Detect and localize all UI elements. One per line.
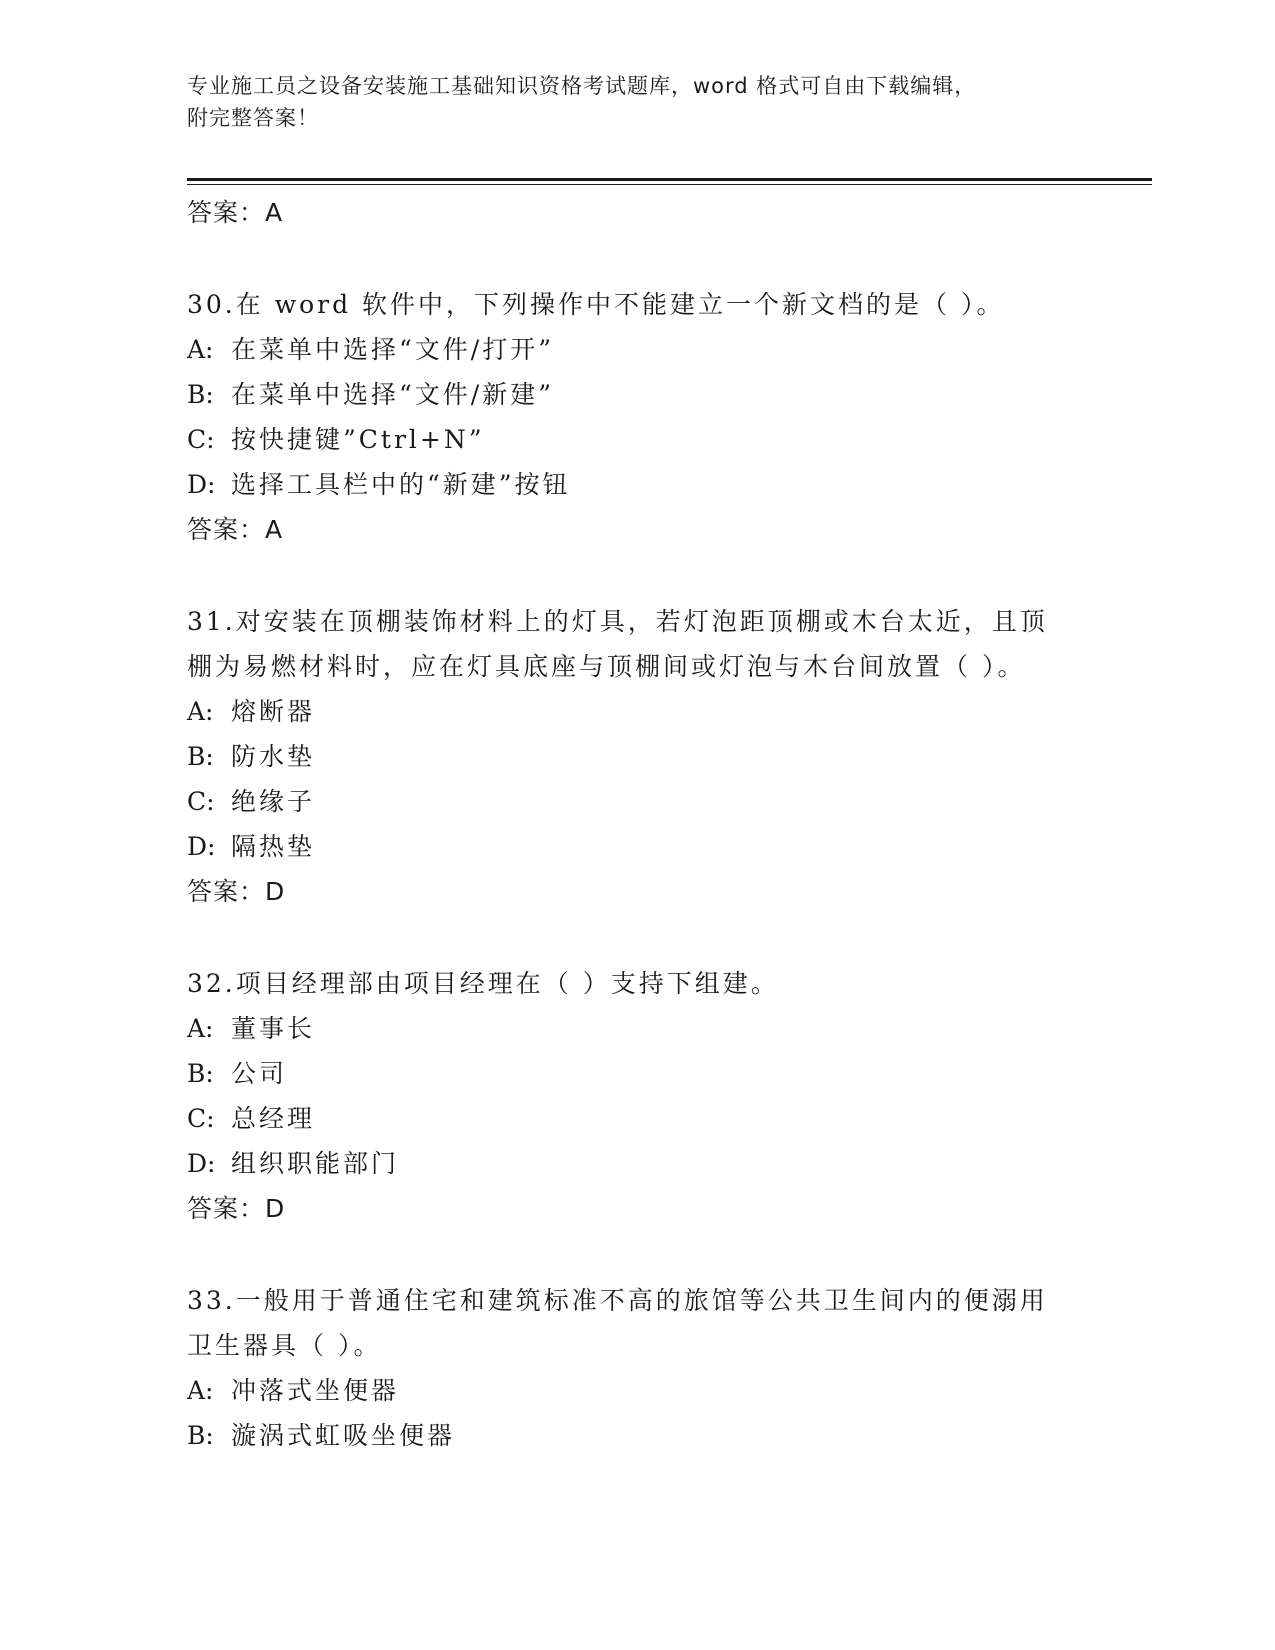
option-text: 按快捷键”Ctrl+N” <box>231 425 485 454</box>
option-text: 防水垫 <box>231 742 316 771</box>
option-letter: D: <box>187 832 216 861</box>
question-text: 30.在 word 软件中，下列操作中不能建立一个新文档的是（ ）。 <box>187 290 1005 319</box>
option-a <box>187 1006 1087 1051</box>
option-text: 冲落式坐便器 <box>231 1376 400 1405</box>
answer-line: 答案：D <box>187 877 286 906</box>
header-rule-thin <box>187 184 1152 185</box>
option-b <box>187 1051 1087 1096</box>
header-line-2: 附完整答案！ <box>187 106 319 130</box>
option-letter: C: <box>187 1104 215 1133</box>
option-letter: B: <box>187 1059 214 1088</box>
option-letter: D: <box>187 1149 216 1178</box>
document-body <box>187 190 1087 1458</box>
answer-line: 答案：D <box>187 1194 286 1223</box>
option-text: 选择工具栏中的“新建”按钮 <box>231 470 571 499</box>
option-d <box>187 462 1087 507</box>
option-text: 总经理 <box>231 1104 316 1133</box>
option-text: 绝缘子 <box>231 787 316 816</box>
option-letter: B: <box>187 380 214 409</box>
option-c <box>187 779 1087 824</box>
question-block-33 <box>187 1278 1087 1458</box>
option-letter: A: <box>187 1376 214 1405</box>
question-text: 33.一般用于普通住宅和建筑标准不高的旅馆等公共卫生间内的便溺用卫生器具（ ）。 <box>187 1286 1048 1360</box>
option-text: 公司 <box>231 1059 288 1088</box>
option-text: 在菜单中选择“文件/打开” <box>231 335 554 364</box>
option-letter: D: <box>187 470 216 499</box>
option-letter: C: <box>187 787 215 816</box>
option-text: 董事长 <box>231 1014 316 1043</box>
option-a <box>187 327 1087 372</box>
option-b <box>187 1413 1087 1458</box>
option-text: 隔热垫 <box>231 832 316 861</box>
option-letter: B: <box>187 1421 214 1450</box>
option-a <box>187 1368 1087 1413</box>
option-d <box>187 1141 1087 1186</box>
question-text: 32.项目经理部由项目经理在（ ）支持下组建。 <box>187 969 779 998</box>
option-d <box>187 824 1087 869</box>
option-letter: C: <box>187 425 215 454</box>
header-rule-thick <box>187 178 1152 181</box>
question-block-32 <box>187 961 1087 1231</box>
option-text: 熔断器 <box>231 697 316 726</box>
option-a <box>187 689 1087 734</box>
option-letter: B: <box>187 742 214 771</box>
option-letter: A: <box>187 335 214 364</box>
document-header <box>187 70 1067 134</box>
question-text: 31.对安装在顶棚装饰材料上的灯具，若灯泡距顶棚或木台太近，且顶棚为易燃材料时，应在灯具底座与顶棚间或灯泡与木台间放置（ ）。 <box>187 607 1048 681</box>
option-b <box>187 734 1087 779</box>
option-c <box>187 417 1087 462</box>
question-block-31 <box>187 599 1087 914</box>
option-letter: A: <box>187 697 214 726</box>
option-letter: A: <box>187 1014 214 1043</box>
header-line-1: 专业施工员之设备安装施工基础知识资格考试题库，word 格式可自由下载编辑， <box>187 74 977 98</box>
option-c <box>187 1096 1087 1141</box>
option-text: 在菜单中选择“文件/新建” <box>231 380 554 409</box>
question-block-30 <box>187 282 1087 552</box>
answer-line: 答案：A <box>187 515 284 544</box>
answer-line: 答案：A <box>187 198 284 227</box>
option-text: 漩涡式虹吸坐便器 <box>231 1421 456 1450</box>
option-text: 组织职能部门 <box>231 1149 400 1178</box>
option-b <box>187 372 1087 417</box>
